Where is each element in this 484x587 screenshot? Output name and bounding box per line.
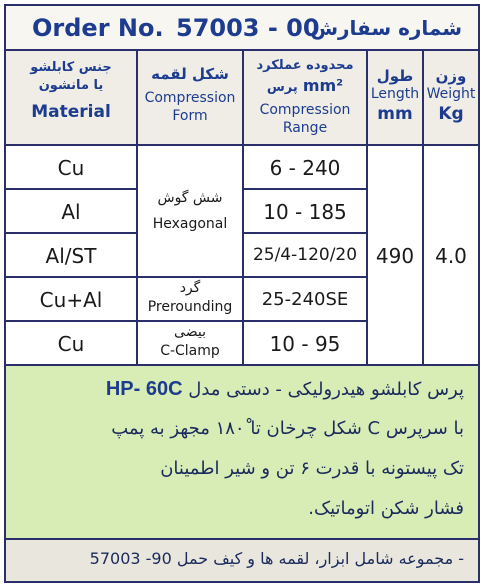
form-fa: شکل لقمه <box>151 65 229 83</box>
weight-fa: وزن <box>435 67 467 85</box>
form-prerounding-fa: گرد <box>179 280 201 296</box>
table-header <box>6 51 478 146</box>
weight-en: Weight <box>426 86 476 102</box>
material-cell: Cu <box>57 332 85 356</box>
order-label: Order No. <box>32 14 164 42</box>
header-form <box>138 51 244 144</box>
description-line-2: با سرپرس C شکل چرخان تا ۱۸۰ْ مجهز به پمپ <box>111 418 464 439</box>
length-fa: طول <box>376 67 414 85</box>
form-hexagonal-fa: شش گوش <box>157 190 223 206</box>
order-number: 57003 - 00 <box>176 14 320 42</box>
material-fa-2: یا مانشون <box>38 78 104 93</box>
form-prerounding-en: Prerounding <box>147 299 233 315</box>
order-label-fa: شماره سفارش <box>310 16 462 40</box>
model-name: HP- 60C <box>105 378 183 400</box>
description-text: پرس کابلشو هیدرولیکی - دستی مدل <box>188 379 464 400</box>
material-cell: Cu <box>57 156 85 180</box>
range-fa-2: پرس <box>266 80 298 95</box>
material-cell: Al/ST <box>45 244 97 268</box>
divider <box>6 320 244 322</box>
range-unit: mm² <box>302 76 344 95</box>
divider <box>6 276 244 278</box>
form-cclamp-en: C-Clamp <box>160 343 220 359</box>
range-cell: 6 - 240 <box>269 156 341 180</box>
product-spec-card <box>4 4 480 583</box>
weight-unit: Kg <box>438 104 464 124</box>
divider <box>244 188 368 190</box>
weight-value: 4.0 <box>435 244 467 268</box>
form-cclamp-fa: بیضی <box>174 324 206 340</box>
range-cell: 25-240SE <box>261 289 349 310</box>
header-length <box>368 51 424 144</box>
form-en-1: Compression <box>144 90 236 106</box>
divider <box>6 232 136 234</box>
table-body <box>6 146 478 364</box>
material-cell: Cu+Al <box>39 288 103 312</box>
length-unit: mm <box>377 104 413 124</box>
material-fa-1: جنس کابلشو <box>30 60 112 75</box>
material-en: Material <box>31 102 111 122</box>
length-value: 490 <box>375 244 415 268</box>
range-fa-1: محدوده عملکرد <box>256 58 354 73</box>
description-panel <box>6 364 478 540</box>
range-cell: 10 - 95 <box>269 332 341 356</box>
description-line-3: تک پیستونه با قدرت ۶ تن و شیر اطمینان <box>160 458 464 479</box>
range-fa-unit-line <box>244 75 366 97</box>
divider <box>244 320 368 322</box>
divider <box>6 188 136 190</box>
footer-text: - مجموعه شامل ابزار، لقمه ها و کیف حمل 90- 57003 <box>89 549 464 568</box>
form-en-2: Form <box>172 108 208 124</box>
header-material <box>6 51 138 144</box>
form-hexagonal-en: Hexagonal <box>152 216 228 232</box>
description-line-1 <box>106 378 464 401</box>
header-weight <box>424 51 478 144</box>
divider <box>244 276 368 278</box>
range-cell: 25/4-120/20 <box>252 245 358 265</box>
footer-note <box>6 540 478 581</box>
description-line-4: فشار شکن اتوماتیک. <box>308 498 464 519</box>
length-en: Length <box>370 86 420 102</box>
range-en-2: Range <box>282 120 328 136</box>
range-en-1: Compression <box>259 102 351 118</box>
range-cell: 10 - 185 <box>263 200 347 224</box>
material-cell: Al <box>61 200 81 224</box>
order-title-bar <box>6 6 478 51</box>
header-range <box>244 51 368 144</box>
divider <box>244 232 368 234</box>
